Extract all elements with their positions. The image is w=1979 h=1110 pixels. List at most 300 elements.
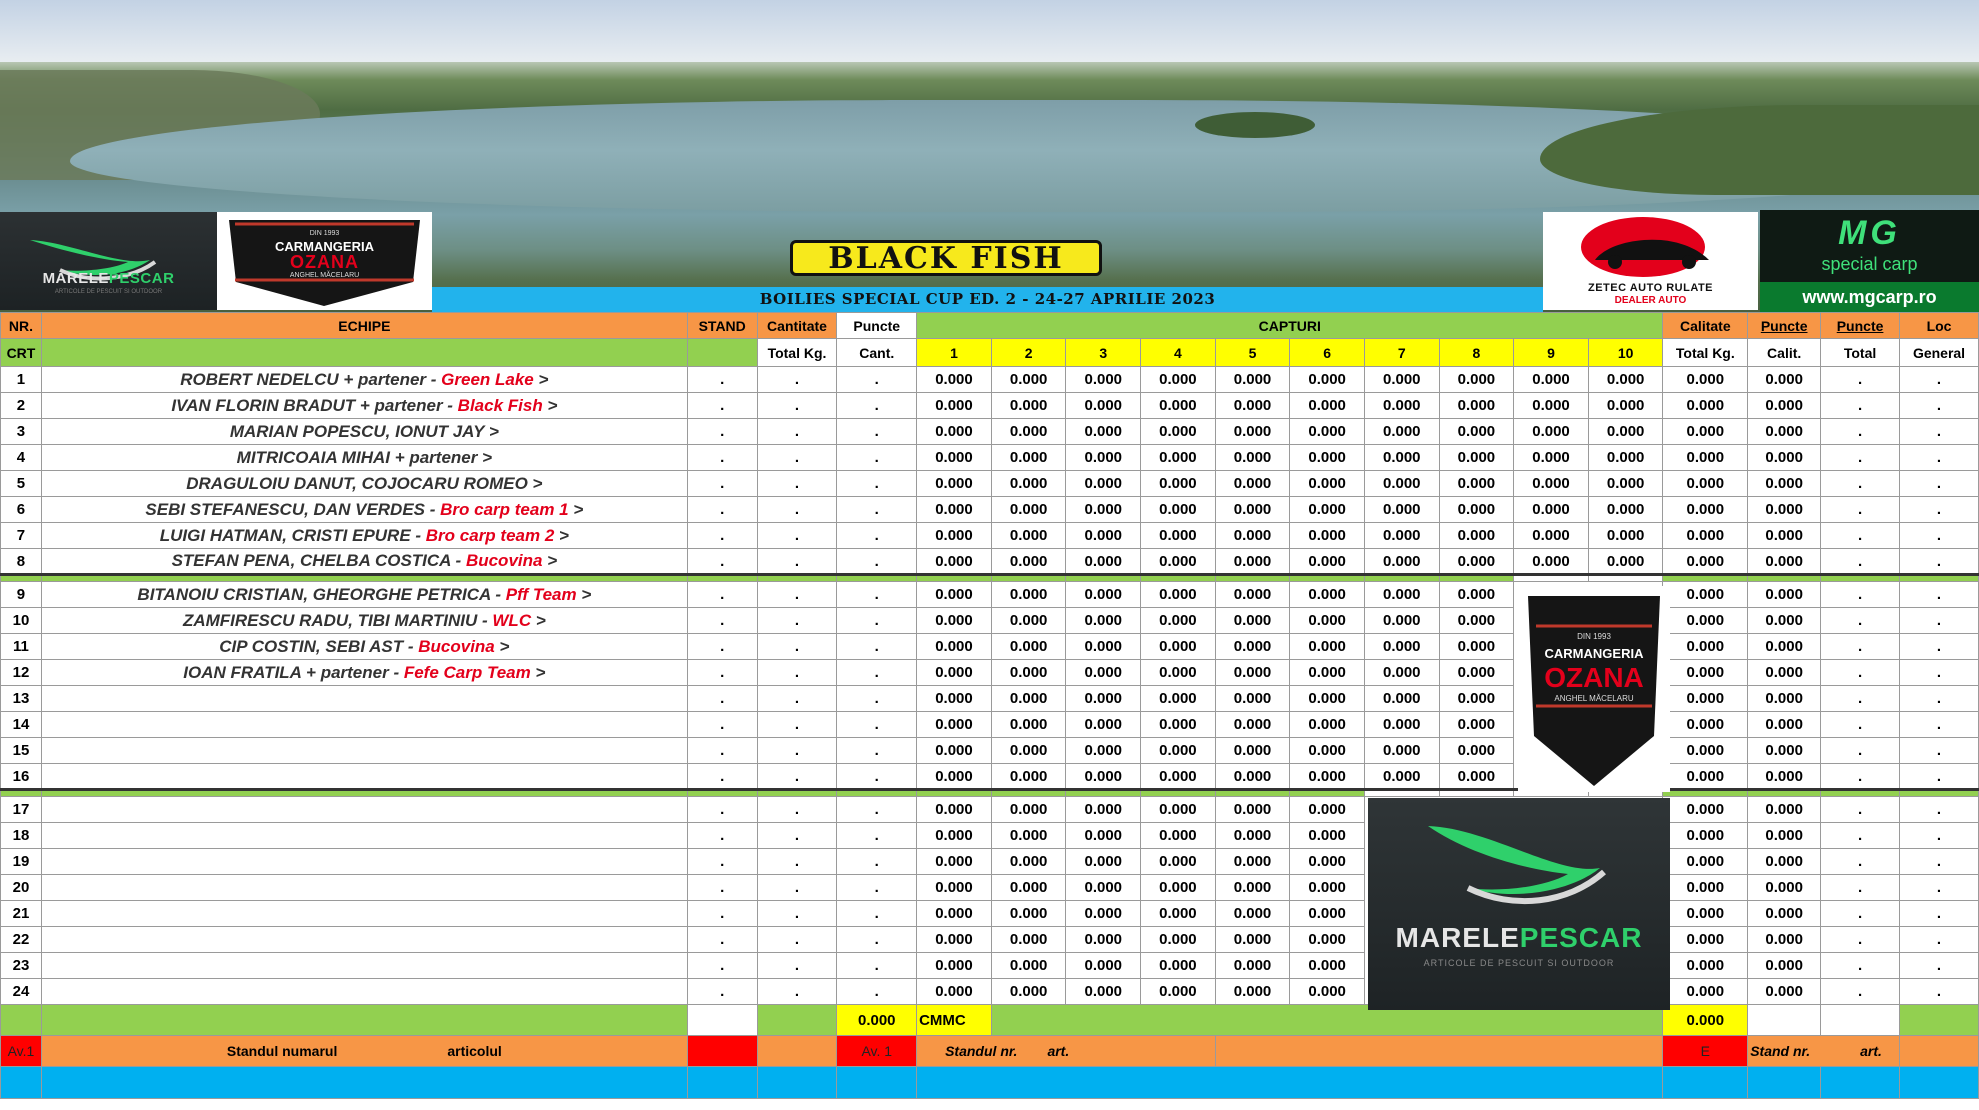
captura-cell: 0.000 [1588,393,1663,419]
footer-art: art. [1047,1043,1070,1059]
team-club: Bro carp team 1 [440,499,569,519]
separator-cell [687,575,757,582]
row-nr: 21 [1,901,42,927]
stand-cell: . [687,875,757,901]
calitate-kg-cell: 0.000 [1663,823,1748,849]
puncte-calit-cell: 0.000 [1748,582,1821,608]
captura-cell: 0.000 [1215,608,1290,634]
total-kg-cell: . [757,901,837,927]
totals-echipe [41,1005,687,1036]
captura-cell: 0.000 [1215,849,1290,875]
loc-general-cell: . [1900,393,1979,419]
captura-cell: 0.000 [1364,660,1439,686]
team-members: MITRICOAIA MIHAI + partener > [236,447,493,467]
captura-cell: 0.000 [1066,523,1141,549]
group-separator [1,575,1979,582]
row-nr: 24 [1,979,42,1005]
puncte-cant-cell: . [837,712,917,738]
lake-banner [0,0,1979,312]
loc-general-cell: . [1900,823,1979,849]
total-kg-cell: . [757,582,837,608]
team-name-cell [41,875,687,901]
captura-cell: 0.000 [917,823,992,849]
separator-cell [1,790,42,797]
row-nr: 8 [1,549,42,575]
captura-cell: 0.000 [1141,764,1216,790]
totals-general [1900,1005,1979,1036]
captura-cell: 0.000 [1514,497,1589,523]
puncte-calit-cell: 0.000 [1748,393,1821,419]
footer-articolul: articolul [447,1043,502,1059]
footer-capturi-rest [1215,1036,1663,1067]
group-separator [1,790,1979,797]
row-nr: 10 [1,608,42,634]
captura-cell: 0.000 [1215,953,1290,979]
puncte-calit-cell: 0.000 [1748,549,1821,575]
puncte-cant-cell: . [837,497,917,523]
puncte-calit-cell: 0.000 [1748,608,1821,634]
puncte-cant-cell: . [837,764,917,790]
col-calitate: Calitate [1663,313,1748,339]
captura-cell: 0.000 [1290,901,1365,927]
ozana-line3: ANGHEL MĂCELARU [289,272,360,279]
puncte-total-cell: . [1821,523,1900,549]
team-arrow: > [576,584,592,604]
captura-cell: 0.000 [917,393,992,419]
captura-cell: 0.000 [917,634,992,660]
captura-cell: 0.000 [1215,582,1290,608]
captura-cell: 0.000 [1364,445,1439,471]
captura-cell: 0.000 [1290,797,1365,823]
captura-cell: 0.000 [991,712,1066,738]
captura-cell: 0.000 [1141,953,1216,979]
row-nr: 14 [1,712,42,738]
captura-cell: 0.000 [1141,582,1216,608]
captura-cell: 0.000 [1364,523,1439,549]
header-row-1 [1,313,1979,339]
results-table [0,312,1979,1099]
captura-cell: 0.000 [1290,764,1365,790]
separator-cell [1215,790,1290,797]
captura-cell: 0.000 [1439,445,1514,471]
captura-cell: 0.000 [1588,471,1663,497]
captura-cell: 0.000 [1141,901,1216,927]
captura-cell: 0.000 [1215,549,1290,575]
footer-stand-nr: Stand nr. [1750,1043,1811,1059]
puncte-total-cell: . [1821,927,1900,953]
captura-cell: 0.000 [1141,686,1216,712]
puncte-cant-cell: . [837,608,917,634]
calitate-kg-cell: 0.000 [1663,927,1748,953]
calitate-kg-cell: 0.000 [1663,419,1748,445]
col-cantitate: Cantitate [757,313,837,339]
row-nr: 11 [1,634,42,660]
puncte-cant-cell: . [837,979,917,1005]
calitate-kg-cell: 0.000 [1663,549,1748,575]
captura-cell: 0.000 [1290,393,1365,419]
team-name-cell [41,797,687,823]
captura-cell: 0.000 [1290,875,1365,901]
team-row [1,979,1979,1005]
captura-cell: 0.000 [1514,419,1589,445]
captura-cell: 0.000 [1439,608,1514,634]
captura-cell: 0.000 [1141,849,1216,875]
calitate-kg-cell: 0.000 [1663,901,1748,927]
captura-cell: 0.000 [1364,712,1439,738]
stand-cell: . [687,634,757,660]
col-total-kg-2: Total Kg. [1663,339,1748,367]
captura-cell: 0.000 [917,608,992,634]
stand-cell: . [687,445,757,471]
captura-cell: 0.000 [1290,979,1365,1005]
footer-stand [687,1036,757,1067]
puncte-cant-cell: . [837,367,917,393]
zetec-line2: DEALER AUTO [1614,295,1687,306]
calitate-kg-cell: 0.000 [1663,523,1748,549]
captura-cell: 0.000 [1215,445,1290,471]
captura-cell: 0.000 [1364,419,1439,445]
row-nr: 13 [1,686,42,712]
puncte-cant-cell: . [837,471,917,497]
captura-cell: 0.000 [917,686,992,712]
team-row [1,393,1979,419]
car-icon [1543,212,1758,282]
captura-cell: 0.000 [991,927,1066,953]
captura-cell: 0.000 [1141,634,1216,660]
captura-cell: 0.000 [1141,471,1216,497]
captura-cell: 0.000 [1066,712,1141,738]
team-row [1,367,1979,393]
row-nr: 20 [1,875,42,901]
puncte-total-cell: . [1821,686,1900,712]
team-row [1,471,1979,497]
row-nr: 18 [1,823,42,849]
captura-cell: 0.000 [1364,549,1439,575]
captura-cell: 0.000 [1066,471,1141,497]
row-nr: 1 [1,367,42,393]
captura-cell: 0.000 [1290,608,1365,634]
puncte-cant-cell: . [837,445,917,471]
captura-cell: 0.000 [1290,953,1365,979]
puncte-total-cell: . [1821,979,1900,1005]
calitate-kg-cell: 0.000 [1663,712,1748,738]
captura-cell: 0.000 [1066,686,1141,712]
puncte-total-cell: . [1821,445,1900,471]
puncte-calit-cell: 0.000 [1748,686,1821,712]
captura-cell: 0.000 [1066,367,1141,393]
captura-cell: 0.000 [1066,582,1141,608]
team-name-cell [41,367,687,393]
zetec-logo [1543,212,1758,310]
captura-cell: 0.000 [1215,738,1290,764]
col-captura-1: 1 [917,339,992,367]
team-row [1,738,1979,764]
captura-cell: 0.000 [1439,393,1514,419]
total-kg-cell: . [757,953,837,979]
captura-cell: 0.000 [1215,823,1290,849]
team-members: CIP COSTIN, SEBI AST - [219,636,419,656]
captura-cell: 0.000 [991,686,1066,712]
team-club: Bucovina [465,551,543,570]
marele-pescar-tagline: ARTICOLE DE PESCUIT SI OUTDOOR [1423,958,1615,968]
loc-general-cell: . [1900,445,1979,471]
puncte-cant-cell: . [837,549,917,575]
zetec-line1: ZETEC AUTO RULATE [1587,282,1713,294]
totals-cant: 0.000 [837,1005,917,1036]
team-name-cell [41,419,687,445]
separator-cell [1290,575,1365,582]
captura-cell: 0.000 [991,582,1066,608]
captura-cell: 0.000 [1439,738,1514,764]
captura-cell: 0.000 [1141,823,1216,849]
total-kg-cell: . [757,608,837,634]
captura-cell: 0.000 [1439,634,1514,660]
pescar-text: PESCAR [108,270,175,287]
captura-cell: 0.000 [1215,764,1290,790]
stand-cell: . [687,849,757,875]
loc-general-cell: . [1900,901,1979,927]
captura-cell: 0.000 [1290,738,1365,764]
separator-cell [917,575,992,582]
marele-text: MARELE [42,270,109,287]
separator-cell [991,790,1066,797]
captura-cell: 0.000 [1439,367,1514,393]
puncte-cant-cell: . [837,738,917,764]
totals-calit [1748,1005,1821,1036]
captura-cell: 0.000 [1290,523,1365,549]
row-nr: 22 [1,927,42,953]
captura-cell: 0.000 [917,660,992,686]
calitate-kg-cell: 0.000 [1663,471,1748,497]
captura-cell: 0.000 [1066,764,1141,790]
team-row [1,823,1979,849]
team-arrow: > [530,662,546,682]
team-row [1,686,1979,712]
captura-cell: 0.000 [1514,549,1589,575]
separator-cell [1364,575,1439,582]
team-row [1,875,1979,901]
puncte-total-cell: . [1821,634,1900,660]
ozana-est: DIN 1993 [309,230,340,237]
separator-cell [1588,575,1663,582]
puncte-total-cell: . [1821,738,1900,764]
captura-cell: 0.000 [1141,979,1216,1005]
puncte-cant-cell: . [837,419,917,445]
stand-cell: . [687,497,757,523]
mgcarp-logo [1760,210,1979,312]
team-club: Black Fish [457,395,543,415]
col-puncte-calit: Puncte [1748,313,1821,339]
blue-cell [1821,1067,1900,1099]
captura-cell: 0.000 [917,901,992,927]
total-kg-cell: . [757,634,837,660]
stand-cell: . [687,979,757,1005]
captura-cell: 0.000 [1215,660,1290,686]
separator-cell [1141,790,1216,797]
calitate-kg-cell: 0.000 [1663,582,1748,608]
col-capturi: CAPTURI [917,313,1663,339]
col-captura-3: 3 [1066,339,1141,367]
team-name-cell [41,686,687,712]
row-nr: 3 [1,419,42,445]
captura-cell: 0.000 [991,608,1066,634]
captura-cell: 0.000 [1215,419,1290,445]
captura-cell: 0.000 [917,953,992,979]
separator-cell [1364,790,1439,797]
team-row [1,660,1979,686]
totals-row [1,1005,1979,1036]
stand-cell: . [687,686,757,712]
puncte-cant-cell: . [837,686,917,712]
captura-cell: 0.000 [1290,712,1365,738]
team-name-cell [41,445,687,471]
puncte-cant-cell: . [837,849,917,875]
loc-general-cell: . [1900,660,1979,686]
puncte-cant-cell: . [837,875,917,901]
team-name-cell [41,471,687,497]
captura-cell: 0.000 [991,875,1066,901]
team-members: BITANOIU CRISTIAN, GHEORGHE PETRICA - [137,584,506,604]
captura-cell: 0.000 [991,979,1066,1005]
captura-cell: 0.000 [1215,367,1290,393]
team-arrow: > [531,610,546,630]
puncte-calit-cell: 0.000 [1748,660,1821,686]
total-kg-cell: . [757,823,837,849]
captura-cell: 0.000 [1141,445,1216,471]
team-arrow: > [494,636,510,656]
puncte-cant-cell: . [837,797,917,823]
captura-cell: 0.000 [1290,549,1365,575]
event-subtitle: BOILIES SPECIAL CUP ED. 2 - 24-27 APRILIE 2023 [759,290,1216,308]
captura-cell: 0.000 [991,823,1066,849]
captura-cell: 0.000 [1141,927,1216,953]
total-kg-cell: . [757,497,837,523]
total-kg-cell: . [757,875,837,901]
captura-cell: 0.000 [1514,367,1589,393]
puncte-calit-cell: 0.000 [1748,523,1821,549]
total-kg-cell: . [757,686,837,712]
separator-cell [991,575,1066,582]
puncte-total-cell: . [1821,953,1900,979]
stand-cell: . [687,738,757,764]
captura-cell: 0.000 [1066,901,1141,927]
team-members: LUIGI HATMAN, CRISTI EPURE - [159,525,426,545]
separator-cell [687,790,757,797]
col-captura-8: 8 [1439,339,1514,367]
team-members: SEBI STEFANESCU, DAN VERDES - [145,499,441,519]
captura-cell: 0.000 [917,738,992,764]
captura-cell: 0.000 [1141,523,1216,549]
calitate-kg-cell: 0.000 [1663,445,1748,471]
puncte-total-cell: . [1821,393,1900,419]
col-loc: Loc [1900,313,1979,339]
team-row [1,419,1979,445]
blue-cell [757,1067,837,1099]
separator-cell [41,790,687,797]
loc-general-cell: . [1900,979,1979,1005]
separator-cell [757,790,837,797]
col-crt: CRT [1,339,42,367]
total-kg-cell: . [757,419,837,445]
captura-cell: 0.000 [991,497,1066,523]
team-club: Fefe Carp Team [403,662,531,682]
footer-stand-nr-cell [1748,1036,1900,1067]
captura-cell: 0.000 [917,471,992,497]
loc-general-cell: . [1900,738,1979,764]
captura-cell: 0.000 [1290,471,1365,497]
separator-cell [1821,790,1900,797]
captura-cell: 0.000 [1588,549,1663,575]
captura-cell: 0.000 [1215,875,1290,901]
event-title: BLACK FISH [790,240,1102,276]
islet [1195,112,1315,138]
captura-cell: 0.000 [1290,849,1365,875]
captura-cell: 0.000 [1514,523,1589,549]
puncte-total-cell: . [1821,712,1900,738]
stand-cell: . [687,823,757,849]
captura-cell: 0.000 [917,582,992,608]
ozana-logo-mid [1518,586,1670,792]
captura-cell: 0.000 [1364,634,1439,660]
calitate-kg-cell: 0.000 [1663,367,1748,393]
stand-cell: . [687,660,757,686]
puncte-cant-cell: . [837,953,917,979]
calitate-kg-cell: 0.000 [1663,608,1748,634]
team-name-cell [41,608,687,634]
total-kg-cell: . [757,849,837,875]
col-captura-4: 4 [1141,339,1216,367]
calitate-kg-cell: 0.000 [1663,660,1748,686]
captura-cell: 0.000 [1141,660,1216,686]
puncte-cant-cell: . [837,660,917,686]
total-kg-cell: . [757,712,837,738]
captura-cell: 0.000 [1066,419,1141,445]
separator-cell [837,790,917,797]
captura-cell: 0.000 [1290,927,1365,953]
col-captura-10: 10 [1588,339,1663,367]
puncte-cant-cell: . [837,927,917,953]
total-kg-cell: . [757,738,837,764]
puncte-total-cell: . [1821,797,1900,823]
mgcarp-url: www.mgcarp.ro [1760,282,1979,312]
loc-general-cell: . [1900,953,1979,979]
fish-icon [0,212,217,310]
calitate-kg-cell: 0.000 [1663,393,1748,419]
separator-cell [1066,575,1141,582]
captura-cell: 0.000 [917,849,992,875]
totals-calitate: 0.000 [1663,1005,1748,1036]
captura-cell: 0.000 [1066,875,1141,901]
captura-cell: 0.000 [1066,738,1141,764]
stand-cell: . [687,523,757,549]
blue-cell [41,1067,687,1099]
separator-cell [1748,790,1821,797]
puncte-calit-cell: 0.000 [1748,875,1821,901]
marele-text: MARELE [1395,922,1520,953]
captura-cell: 0.000 [1066,953,1141,979]
stand-cell: . [687,608,757,634]
captura-cell: 0.000 [1066,927,1141,953]
total-kg-cell: . [757,764,837,790]
puncte-calit-cell: 0.000 [1748,823,1821,849]
blue-cell [1900,1067,1979,1099]
col-echipe: ECHIPE [41,313,687,339]
loc-general-cell: . [1900,797,1979,823]
marele-pescar-logo-mid [1368,798,1670,1010]
calitate-kg-cell: 0.000 [1663,634,1748,660]
team-name-cell [41,738,687,764]
blue-cell [1,1067,42,1099]
